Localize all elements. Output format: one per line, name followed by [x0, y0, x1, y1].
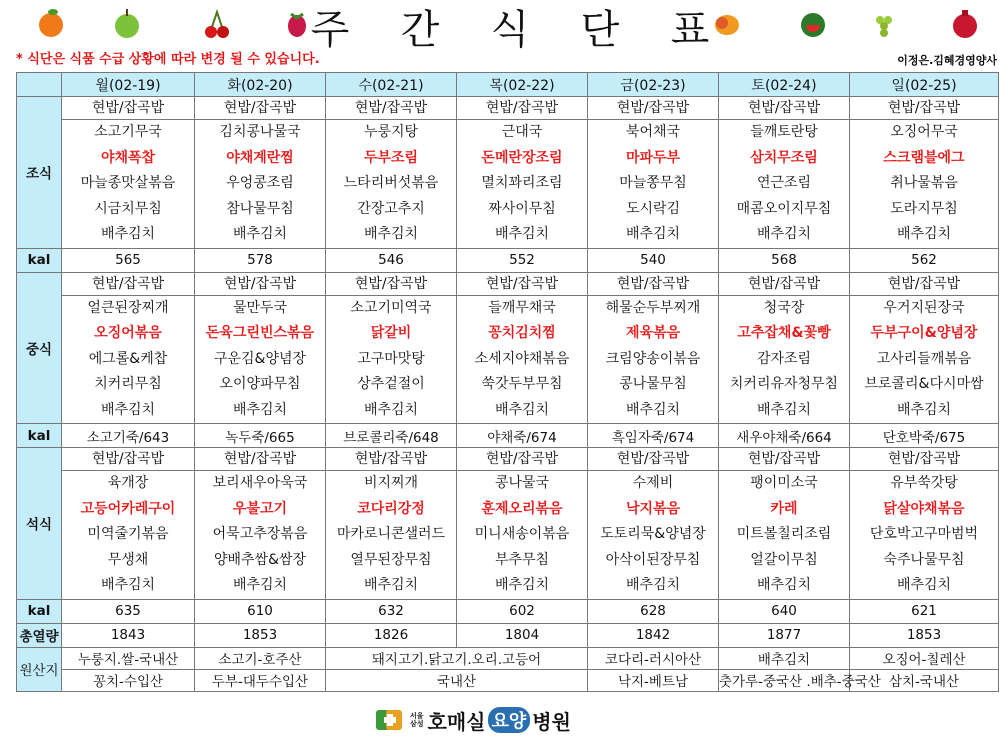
origin-info: 누룽지.쌀-국내산 — [62, 647, 195, 669]
hospital-cross-icon — [372, 706, 406, 734]
origin-info: 꽁치-수입산 — [62, 669, 195, 691]
kal-value: 602 — [457, 599, 588, 623]
day-header: 목(02-22) — [457, 73, 588, 97]
day-header: 월(02-19) — [62, 73, 195, 97]
menu-item: 배추김치 — [625, 577, 681, 593]
main-dish: 마파두부 — [625, 149, 681, 166]
meal-label: 조식 — [17, 97, 62, 249]
menu-item: 우엉콩조림 — [226, 175, 294, 191]
menu-item: 유부쑥갓탕 — [890, 475, 958, 491]
menu-item: 부추무침 — [494, 551, 550, 568]
main-dish: 돈육그린빈스볶음 — [205, 325, 315, 341]
menu-item: 배추김치 — [494, 577, 550, 593]
day-header: 금(02-23) — [588, 73, 719, 97]
main-dish: 고등어카레구이 — [80, 500, 176, 517]
title-char: 표 — [670, 6, 710, 53]
menu-cell — [719, 448, 850, 600]
page-title — [300, 2, 720, 53]
menu-item: 현밥/잡곡밥 — [61, 273, 195, 296]
menu-item: 소고기무국 — [94, 124, 162, 140]
menu-item: 현밥/잡곡밥 — [849, 97, 999, 120]
menu-item: 북어채국 — [625, 124, 681, 140]
main-dish: 제육볶음 — [625, 325, 681, 341]
menu-item: 오징어무국 — [890, 124, 958, 140]
menu-item: 상추겉절이 — [357, 376, 425, 392]
menu-item: 들깨토란탕 — [750, 124, 818, 140]
watermelon-icon — [798, 6, 828, 40]
menu-item: 마늘쫑무침 — [619, 175, 687, 191]
main-dish: 삼치무조림 — [750, 149, 818, 166]
kal-value: 새우야채죽/664 — [719, 424, 850, 448]
day-header: 화(02-20) — [195, 73, 326, 97]
kal-value: 578 — [195, 248, 326, 272]
change-notice: * 식단은 식품 수급 상황에 따라 변경 될 수 있습니다. — [16, 52, 320, 67]
total-value: 1843 — [62, 623, 195, 647]
menu-cell — [326, 272, 457, 424]
main-dish: 꽁치김치찜 — [488, 325, 556, 341]
header — [0, 0, 1007, 70]
meal-label: 중식 — [17, 272, 62, 424]
menu-item: 무생채 — [107, 551, 149, 568]
lunch-row — [17, 272, 999, 424]
kal-label: kal — [17, 599, 62, 623]
menu-item: 구운김&양념장 — [213, 350, 307, 367]
menu-item: 현밥/잡곡밥 — [718, 448, 850, 471]
origin-info: 춧가루-중국산 .배추-중국산 — [719, 669, 850, 691]
orange-icon — [36, 6, 66, 40]
total-value: 1826 — [326, 623, 457, 647]
menu-cell — [588, 272, 719, 424]
total-value: 1804 — [457, 623, 588, 647]
menu-item: 배추김치 — [232, 401, 288, 418]
kal-value: 546 — [326, 248, 457, 272]
hospital-name-badge: 요양 — [488, 707, 531, 733]
menu-item: 배추김치 — [756, 401, 812, 418]
menu-item: 얼큰된장찌개 — [87, 299, 169, 316]
menu-item: 배추김치 — [232, 226, 288, 242]
kal-value: 552 — [457, 248, 588, 272]
menu-item: 콩나물국 — [494, 475, 550, 491]
menu-item: 현밥/잡곡밥 — [849, 448, 999, 471]
main-dish: 훈제오리볶음 — [481, 500, 563, 517]
menu-item: 근대국 — [501, 124, 543, 140]
menu-item: 육개장 — [107, 475, 149, 491]
menu-cell — [326, 448, 457, 600]
dinner-row — [17, 448, 999, 600]
menu-item: 배추김치 — [363, 577, 419, 593]
menu-item: 김치콩나물국 — [219, 124, 301, 140]
menu-item: 현밥/잡곡밥 — [587, 273, 719, 296]
menu-item: 배추김치 — [896, 401, 952, 418]
menu-item: 현밥/잡곡밥 — [325, 97, 457, 120]
menu-item: 배추김치 — [363, 401, 419, 418]
breakfast-row — [17, 97, 999, 249]
menu-item: 숙주나물무침 — [883, 551, 965, 568]
menu-item: 소세지야채볶음 — [474, 350, 570, 367]
menu-item: 치커리유자청무침 — [729, 376, 839, 392]
menu-item: 물만두국 — [232, 299, 288, 316]
origin-info: 소고기-호주산 — [195, 647, 326, 669]
menu-item: 미트볼칠리조림 — [736, 526, 832, 542]
menu-item: 아삭이된장무침 — [605, 551, 701, 568]
menu-item: 배추김치 — [625, 226, 681, 242]
menu-item: 팽이미소국 — [750, 475, 818, 491]
menu-item: 브로콜리&다시마쌈 — [864, 376, 984, 392]
menu-cell — [457, 272, 588, 424]
menu-item: 어묵고추장볶음 — [212, 526, 308, 542]
origin-info: 낙지-베트남 — [588, 669, 719, 691]
menu-item: 에그롤&케찹 — [88, 350, 168, 367]
menu-cell — [195, 272, 326, 424]
origin-info: 삼치-국내산 — [850, 669, 999, 691]
menu-cell — [195, 97, 326, 249]
menu-item: 현밥/잡곡밥 — [456, 97, 588, 120]
kal-value: 640 — [719, 599, 850, 623]
menu-cell — [719, 97, 850, 249]
kal-value: 628 — [588, 599, 719, 623]
menu-item: 현밥/잡곡밥 — [587, 97, 719, 120]
main-dish: 카레 — [770, 500, 798, 517]
menu-item: 치커리무침 — [94, 376, 162, 392]
menu-item: 현밥/잡곡밥 — [456, 273, 588, 296]
menu-item: 열무된장무침 — [350, 551, 432, 568]
menu-item: 현밥/잡곡밥 — [61, 97, 195, 120]
menu-item: 배추김치 — [756, 226, 812, 242]
main-dish: 오징어볶음 — [94, 325, 162, 341]
menu-item: 얼갈이무침 — [750, 551, 818, 568]
menu-item: 배추김치 — [896, 577, 952, 593]
title-char: 단 — [580, 6, 620, 53]
menu-item: 누룽지탕 — [363, 124, 419, 140]
kal-value: 녹두죽/665 — [195, 424, 326, 448]
main-dish: 우불고기 — [232, 500, 288, 517]
kal-value: 610 — [195, 599, 326, 623]
title-char: 간 — [400, 6, 440, 53]
menu-item: 수제비 — [632, 475, 674, 491]
hospital-name-part: 병원 — [532, 709, 571, 734]
menu-item: 짜사이무침 — [488, 200, 556, 217]
grapes-icon — [870, 6, 900, 40]
hospital-name-part: 호매실 — [427, 709, 486, 734]
menu-item: 도토리묵&양념장 — [600, 526, 706, 542]
main-dish: 고추잡채&꽃빵 — [737, 325, 831, 341]
main-dish: 두부조림 — [363, 149, 419, 166]
corner-cell — [17, 73, 62, 97]
menu-item: 배추김치 — [896, 226, 952, 242]
kal-value: 540 — [588, 248, 719, 272]
menu-cell — [850, 448, 999, 600]
menu-item: 콩나물무침 — [619, 376, 687, 392]
hospital-name — [428, 706, 571, 735]
menu-item: 쑥갓두부무침 — [481, 376, 563, 392]
menu-cell — [62, 97, 195, 249]
menu-item: 현밥/잡곡밥 — [718, 97, 850, 120]
menu-item: 해물순두부찌개 — [605, 299, 701, 316]
origin-info: 배추김치 — [719, 647, 850, 669]
menu-item: 미니새송이볶음 — [474, 526, 570, 542]
menu-item: 감자조림 — [756, 350, 812, 367]
breakfast-kal-row — [17, 248, 999, 272]
day-header: 수(02-21) — [326, 73, 457, 97]
menu-item: 양배추쌈&쌈장 — [213, 551, 307, 568]
menu-item: 현밥/잡곡밥 — [325, 273, 457, 296]
origin-info: 돼지고기.닭고기.오리.고등어 — [326, 647, 588, 669]
total-value: 1842 — [588, 623, 719, 647]
menu-item: 현밥/잡곡밥 — [194, 448, 326, 471]
hospital-location: 서울 삼성 — [410, 712, 424, 728]
kal-value: 635 — [62, 599, 195, 623]
menu-cell — [588, 97, 719, 249]
menu-item: 들깨무채국 — [488, 299, 556, 316]
menu-item: 배추김치 — [625, 401, 681, 418]
day-header: 일(02-25) — [850, 73, 999, 97]
menu-cell — [195, 448, 326, 600]
menu-item: 현밥/잡곡밥 — [587, 448, 719, 471]
menu-cell — [326, 97, 457, 249]
menu-item: 시금치무침 — [94, 200, 162, 217]
main-dish: 돈메란장조림 — [481, 149, 563, 166]
cherry-icon — [202, 6, 232, 40]
total-value: 1853 — [195, 623, 326, 647]
menu-cell — [850, 97, 999, 249]
dietitian-name: 이정은.김혜경영양사 — [897, 54, 997, 67]
menu-item: 현밥/잡곡밥 — [849, 273, 999, 296]
menu-item: 느타리버섯볶음 — [343, 175, 439, 191]
menu-item: 소고기미역국 — [350, 299, 432, 316]
day-header-row — [17, 73, 999, 97]
menu-item: 현밥/잡곡밥 — [194, 97, 326, 120]
kal-value: 소고기죽/643 — [62, 424, 195, 448]
kal-value: 562 — [850, 248, 999, 272]
weekly-menu-table — [16, 72, 999, 692]
origin-label: 원산지 — [17, 647, 62, 691]
kal-value: 565 — [62, 248, 195, 272]
menu-item: 고사리들깨볶음 — [876, 350, 972, 367]
menu-item: 보리새우아욱국 — [212, 475, 308, 491]
menu-item: 현밥/잡곡밥 — [456, 448, 588, 471]
main-dish: 닭갈비 — [370, 325, 412, 341]
main-dish: 닭살야채볶음 — [883, 500, 965, 517]
menu-item: 비지찌개 — [363, 475, 419, 491]
menu-item: 취나물볶음 — [890, 175, 958, 191]
title-char: 주 — [310, 6, 350, 53]
dinner-kal-row — [17, 599, 999, 623]
menu-item: 배추김치 — [363, 226, 419, 242]
total-label: 총열량 — [17, 623, 62, 647]
menu-item: 현밥/잡곡밥 — [61, 448, 195, 471]
main-dish: 낙지볶음 — [625, 500, 681, 517]
kal-label: kal — [17, 424, 62, 448]
kal-value: 632 — [326, 599, 457, 623]
total-value: 1853 — [850, 623, 999, 647]
menu-item: 오이양파무침 — [219, 376, 301, 392]
pomegranate-icon — [950, 6, 980, 40]
menu-item: 배추김치 — [494, 226, 550, 242]
menu-item: 멸치꽈리조림 — [481, 175, 563, 191]
main-dish: 두부구이&양념장 — [870, 325, 978, 341]
total-value: 1877 — [719, 623, 850, 647]
origin-info: 코다리-러시아산 — [588, 647, 719, 669]
menu-item: 배추김치 — [756, 577, 812, 593]
total-row — [17, 623, 999, 647]
menu-item: 크림양송이볶음 — [605, 350, 701, 367]
menu-item: 배추김치 — [100, 401, 156, 418]
menu-cell — [457, 97, 588, 249]
lunch-kal-row — [17, 424, 999, 448]
origin-info: 오징어-칠레산 — [850, 647, 999, 669]
origin-row — [17, 669, 999, 691]
menu-cell — [850, 272, 999, 424]
kal-value: 568 — [719, 248, 850, 272]
meal-label: 석식 — [17, 448, 62, 600]
menu-cell — [588, 448, 719, 600]
menu-item: 도시락김 — [625, 200, 681, 217]
origin-row — [17, 647, 999, 669]
menu-item: 연근조림 — [756, 175, 812, 191]
menu-cell — [457, 448, 588, 600]
menu-item: 배추김치 — [100, 577, 156, 593]
menu-item: 간장고추지 — [357, 200, 425, 217]
main-dish: 스크램블에그 — [883, 149, 965, 166]
menu-item: 배추김치 — [494, 401, 550, 418]
menu-item: 미역줄기볶음 — [87, 526, 169, 542]
origin-info: 국내산 — [326, 669, 588, 691]
menu-item: 배추김치 — [100, 226, 156, 242]
menu-item: 현밥/잡곡밥 — [194, 273, 326, 296]
menu-cell — [62, 448, 195, 600]
menu-cell — [719, 272, 850, 424]
kal-value: 야채죽/674 — [457, 424, 588, 448]
kal-value: 흑임자죽/674 — [588, 424, 719, 448]
menu-item: 마늘종맛살볶음 — [80, 175, 176, 191]
day-header: 토(02-24) — [719, 73, 850, 97]
hospital-logo — [372, 704, 571, 736]
main-dish: 야채계란찜 — [226, 149, 294, 166]
main-dish: 코다리강정 — [357, 500, 425, 517]
kal-value: 621 — [850, 599, 999, 623]
main-dish: 야채폭찹 — [100, 149, 156, 166]
menu-item: 도라지무침 — [890, 200, 958, 217]
menu-item: 현밥/잡곡밥 — [718, 273, 850, 296]
menu-item: 단호박고구마범벅 — [869, 526, 979, 542]
kal-value: 브로콜리죽/648 — [326, 424, 457, 448]
menu-cell — [62, 272, 195, 424]
origin-info: 두부-대두수입산 — [195, 669, 326, 691]
title-char: 식 — [490, 6, 530, 53]
menu-item: 현밥/잡곡밥 — [325, 448, 457, 471]
menu-item: 마카로니콘샐러드 — [336, 526, 446, 542]
menu-item: 참나물무침 — [226, 200, 294, 217]
kal-value: 단호박죽/675 — [850, 424, 999, 448]
menu-item: 우거지된장국 — [883, 299, 965, 316]
apple-icon — [112, 6, 142, 40]
menu-item: 고구마맛탕 — [357, 350, 425, 367]
menu-item: 배추김치 — [232, 577, 288, 593]
menu-item: 매콤오이지무침 — [736, 200, 832, 217]
kal-label: kal — [17, 248, 62, 272]
menu-item: 청국장 — [763, 299, 805, 316]
